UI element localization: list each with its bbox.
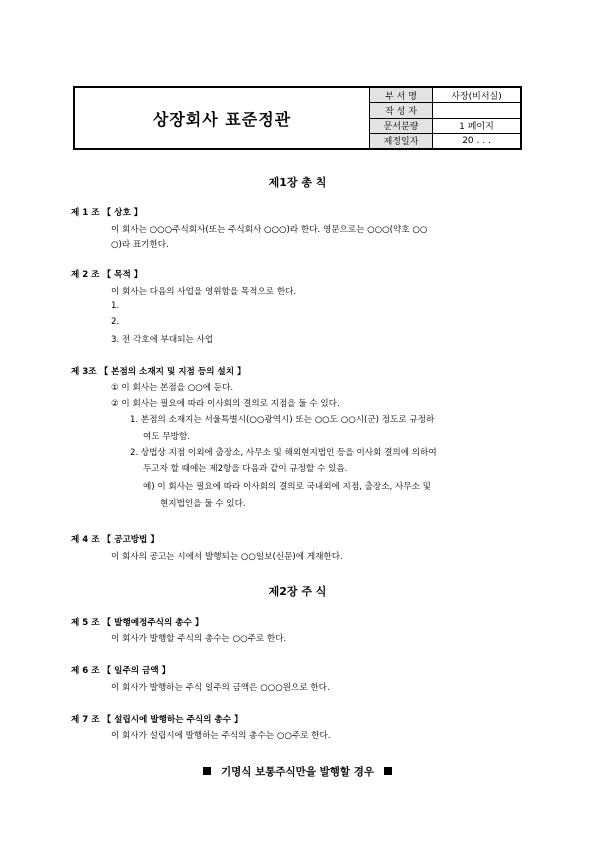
- document-title: 상장회사 표준정관: [75, 88, 370, 148]
- article-clause: ① 이 회사는 본점을 ○○에 둔다.: [111, 383, 234, 393]
- document-header-table: [73, 86, 522, 150]
- article-text: 이 회사가 발행할 주식의 총수는 ○○주로 한다.: [111, 634, 287, 644]
- chapter-heading: 제1장 총 칙: [268, 176, 327, 189]
- info-value: 20 . . .: [462, 135, 491, 146]
- info-row-date: [370, 134, 520, 148]
- article-text: 이 회사가 발행하는 주식 일주의 금액은 ○○○원으로 한다.: [111, 683, 330, 693]
- square-bullet-icon: [203, 767, 211, 775]
- info-row-author: [370, 103, 520, 118]
- info-value: [433, 103, 520, 117]
- info-value: 사장(비서실): [451, 91, 502, 102]
- article-text: 이 회사가 설립시에 발행하는 주식의 총수는 ○○주로 한다.: [111, 731, 331, 741]
- section-footer-heading: [0, 764, 595, 779]
- article-text: 이 회사의 공고는 시에서 발행되는 ○○일보(신문)에 게재한다.: [111, 552, 343, 562]
- info-value: 1 페이지: [459, 122, 494, 133]
- info-label: 부 서 명: [370, 88, 433, 102]
- article-clause: ② 이 회사는 필요에 따라 이사회의 결의로 지점을 둘 수 있다.: [111, 399, 340, 409]
- list-item: 2.: [111, 317, 120, 327]
- article-text: 이 회사는 다음의 사업을 영위함을 목적으로 한다.: [111, 287, 297, 297]
- info-label: 작 성 자: [370, 103, 433, 117]
- info-row-department: [370, 88, 520, 103]
- article-title: 제 7 조 【 설립시에 발행하는 주식의 총수 】: [71, 715, 243, 725]
- info-row-length: [370, 119, 520, 134]
- article-example: 현지법인을 둘 수 있다.: [160, 499, 246, 509]
- article-title: 제 2 조 【 목적 】: [71, 270, 143, 280]
- article-title: 제 4 조 【 공고방법 】: [71, 535, 159, 545]
- list-item: 3. 전 각호에 부대되는 사업: [111, 335, 214, 345]
- article-title: 제 5 조 【 발행예정주식의 총수 】: [71, 618, 204, 628]
- article-text: 이 회사는 ○○○주식회사(또는 주식회사 ○○○)라 한다. 영문으로는 ○○○(약호 ○○: [111, 225, 428, 235]
- info-label: 제정일자: [370, 134, 433, 148]
- article-example: 예) 이 회사는 필요에 따라 이사회의 결의로 국내외에 지점, 출장소, 사무소 및: [143, 482, 431, 492]
- footer-text: 기명식 보통주식만을 발행할 경우: [221, 766, 374, 778]
- square-bullet-icon: [384, 767, 392, 775]
- info-label: 문서분량: [370, 119, 433, 133]
- article-text: ○)라 표기한다.: [111, 240, 169, 250]
- article-note: 두고자 할 때에는 제2항을 다음과 같이 규정할 수 있음.: [143, 464, 348, 474]
- chapter-heading: 제2장 주 식: [268, 585, 327, 598]
- article-title: 제 1 조 【 상호 】: [71, 208, 143, 218]
- article-note: 여도 무방함.: [143, 432, 190, 442]
- article-note: 1. 본점의 소재지는 서울특별시(○○광역시) 또는 ○○도 ○○시(군) 정도로 규정하: [130, 415, 435, 425]
- list-item: 1.: [111, 301, 120, 311]
- article-note: 2. 상법상 지점 이외에 출장소, 사무소 및 해외현지법인 등을 이사회 결의에 의하여: [130, 448, 437, 458]
- article-title: 제 6 조 【 일주의 금액 】: [71, 666, 171, 676]
- document-info-grid: [370, 88, 520, 148]
- article-title: 제 3조 【 본점의 소재지 및 지점 등의 설치 】: [71, 367, 246, 377]
